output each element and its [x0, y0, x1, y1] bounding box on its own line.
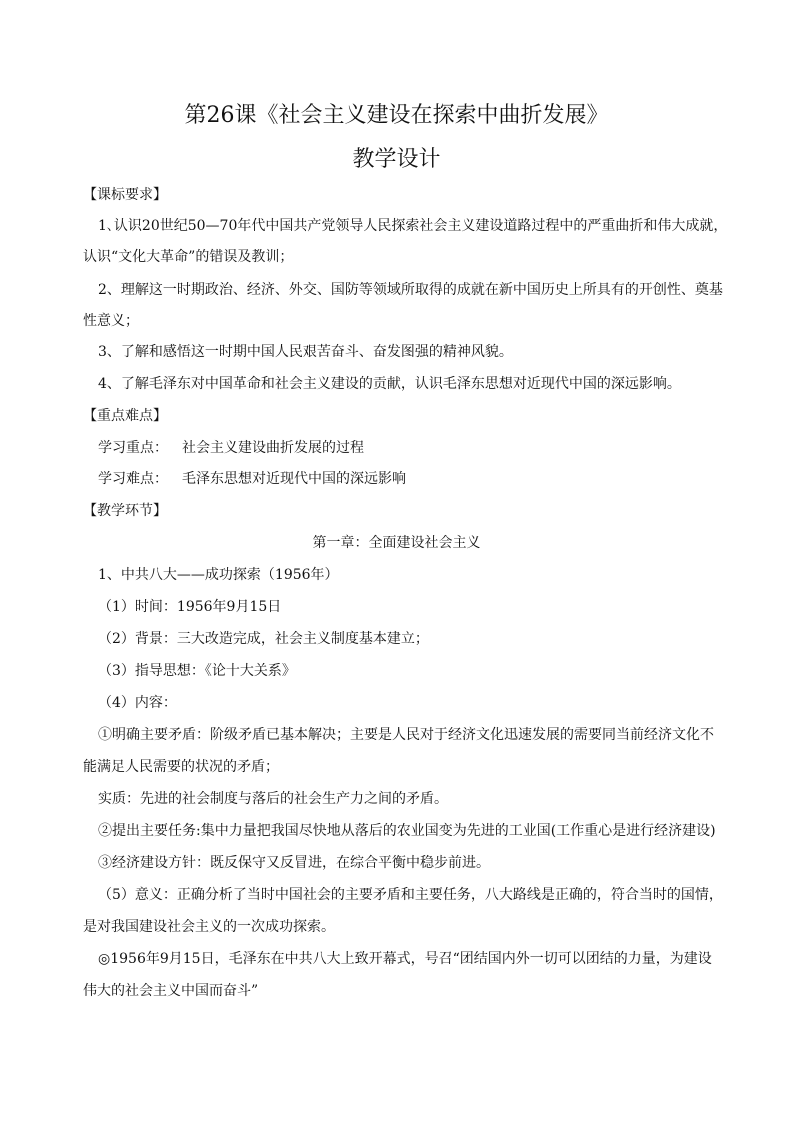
quote-line-1: ◎1956年9月15日，毛泽东在中共八大上致开幕式，号召“团结国内外一切可以团结的力量，为建设: [98, 951, 712, 967]
focus-label: 学习重点：: [98, 440, 168, 456]
significance-line-1: （5）意义：正确分析了当时中国社会的主要矛盾和主要任务，八大路线是正确的，符合当时的国情，: [98, 887, 723, 903]
essence-line: 实质：先进的社会制度与落后的社会生产力之间的矛盾。: [98, 791, 448, 807]
focus-row: [0, 438, 793, 458]
significance-line-2: 是对我国建设社会主义的一次成功探索。: [83, 919, 335, 935]
curriculum-item-1-line-1: 1､认识20世纪50—70年代中国共产党领导人民探索社会主义建设道路过程中的严重曲折和伟大成就，: [98, 218, 728, 234]
time-line: （1）时间：1956年9月15日: [98, 599, 282, 615]
guiding-line: （3）指导思想：《论十大关系》: [98, 663, 296, 679]
curriculum-item-2-line-2: 性意义；: [83, 313, 139, 329]
background-line: （2）背景：三大改造完成，社会主义制度基本建立；: [98, 631, 429, 647]
document-subtitle: 教学设计: [352, 147, 441, 172]
focus-text: 社会主义建设曲折发展的过程: [182, 440, 364, 456]
difficulty-label: 学习难点：: [98, 471, 168, 487]
point-1-line-2: 能满足人民需要的状况的矛盾；: [83, 759, 279, 775]
curriculum-item-1-line-2: 认识“文化大革命”的错误及教训；: [83, 249, 294, 265]
document-title: 第26课《社会主义建设在探索中曲折发展》: [184, 103, 609, 128]
point-3-line: ③经济建设方针：既反保守又反冒进，在综合平衡中稳步前进。: [98, 855, 490, 871]
point-2-line: ②提出主要任务:集中力量把我国尽快地从落后的农业国变为先进的工业国(工作重心是进行经济建设): [98, 823, 716, 839]
curriculum-item-2-line-1: 2、理解这一时期政治、经济、外交、国防等领域所取得的成就在新中国历史上所具有的开创性、奠基: [98, 282, 723, 298]
difficulty-text: 毛泽东思想对近现代中国的深远影响: [182, 471, 406, 487]
teaching-header: 【教学环节】: [83, 503, 167, 519]
point-1-line-1: ①明确主要矛盾：阶级矛盾已基本解决；主要是人民对于经济文化迅速发展的需要同当前经济文化不: [98, 727, 714, 743]
curriculum-item-3: 3、了解和感悟这一时期中国人民艰苦奋斗、奋发图强的精神风貌。: [98, 344, 513, 360]
chapter-title: 第一章：全面建设社会主义: [312, 535, 481, 551]
curriculum-header: 【课标要求】: [83, 187, 167, 203]
key-points-header: 【重点难点】: [83, 408, 167, 424]
curriculum-item-4: 4、了解毛泽东对中国革命和社会主义建设的贡献，认识毛泽东思想对近现代中国的深远影响。: [98, 376, 681, 392]
section-heading-1: 1、中共八大——成功探索（1956年）: [98, 567, 339, 583]
content-label: （4）内容：: [98, 695, 177, 711]
quote-line-2: 伟大的社会主义中国而奋斗”: [83, 983, 259, 999]
difficulty-row: [0, 469, 793, 489]
